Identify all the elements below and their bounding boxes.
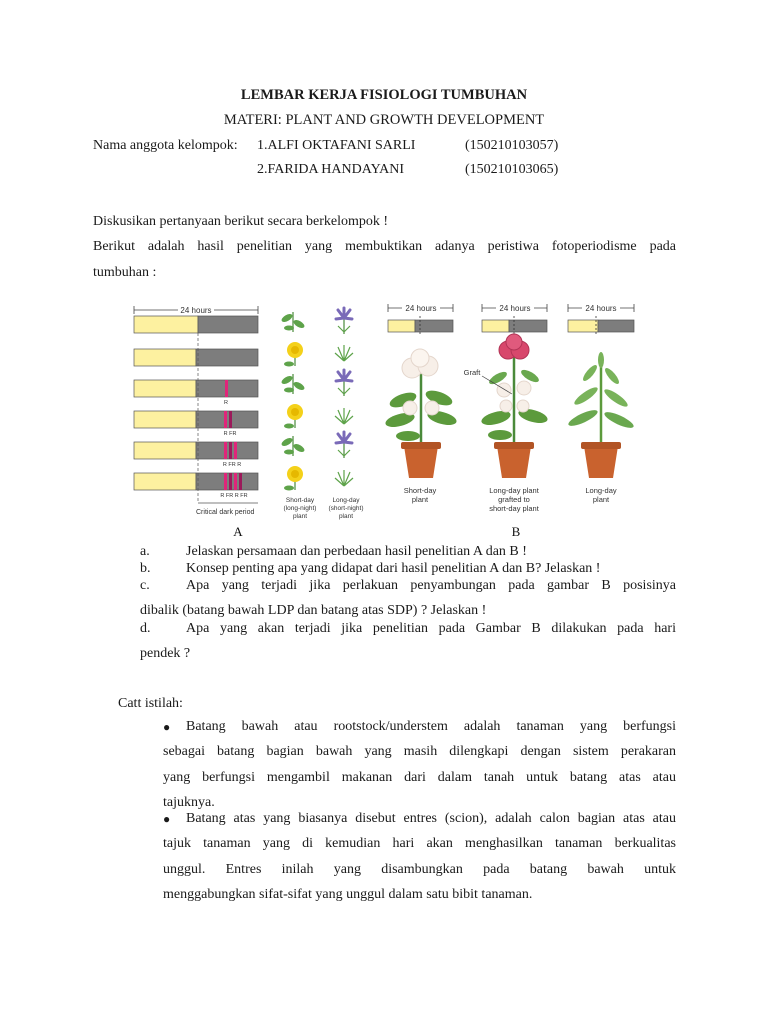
bullet-dot: ● (163, 812, 171, 826)
ldp-vegetative-3 (335, 470, 353, 486)
svg-text:grafted to: grafted to (498, 495, 530, 504)
question-b-text: Konsep penting apa yang didapat dari hasil penelitian A dan B? Jelaskan ! (186, 561, 601, 576)
sdp-vegetative-3 (280, 436, 305, 456)
svg-text:plant: plant (592, 495, 610, 504)
bar-row-1 (134, 316, 258, 333)
flash-label-3: R FR R (222, 462, 242, 468)
long-day-plants (328, 308, 363, 520)
photoperiodism-figure (128, 298, 650, 540)
question-a-text: Jelaskan persamaan dan perbedaan hasil penelitian A dan B ! (186, 544, 527, 559)
svg-text:24 hours: 24 hours (499, 304, 531, 313)
svg-text:plant: plant (338, 513, 354, 520)
sdp-vegetative-1 (280, 312, 305, 332)
flash-label-1: R (224, 400, 228, 406)
bar-row-4 (134, 411, 258, 437)
members-label: Nama anggota kelompok: (93, 138, 238, 153)
svg-text:24 hours: 24 hours (585, 304, 617, 313)
svg-text:Long-day plant: Long-day plant (489, 486, 539, 495)
sdp-flower-2 (284, 404, 303, 429)
svg-text:Short-day: Short-day (285, 497, 315, 504)
svg-text:24 hours: 24 hours (405, 304, 437, 313)
bar-row-3 (134, 380, 258, 406)
member-2-name: 2.FARIDA HANDAYANI (257, 162, 405, 177)
question-b-letter: b. (140, 561, 151, 576)
member-1-id: (150210103057) (465, 138, 559, 153)
intro-paragraph-line1: Berikut adalah hasil penelitian yang membuktikan adanya peristiwa fotoperiodisme pada (93, 239, 676, 254)
subject-title: MATERI: PLANT AND GROWTH DEVELOPMENT (223, 112, 545, 128)
svg-text:Long-day: Long-day (585, 486, 617, 495)
sdp-vegetative-2 (280, 374, 305, 394)
svg-text:plant: plant (292, 513, 308, 520)
svg-text:Short-day: Short-day (403, 486, 437, 495)
graft-label: Graft (463, 368, 481, 377)
sdp-flower-3 (284, 466, 303, 491)
figure-caption-a: A (233, 524, 243, 539)
sdp-flower-1 (284, 342, 303, 367)
ldp-flower-2 (336, 370, 352, 396)
figure-caption-b: B (511, 524, 521, 539)
member-2-id: (150210103065) (465, 162, 559, 177)
member-1-name: 1.ALFI OKTAFANI SARLI (257, 138, 416, 153)
figure-b (384, 302, 635, 513)
b-bar-1 (388, 302, 453, 336)
b-bar-3 (568, 302, 634, 336)
svg-text:Long-day: Long-day (332, 497, 360, 504)
ldp-vegetative-2 (335, 408, 353, 424)
intro-paragraph-line2: tumbuhan : (93, 265, 157, 280)
ldp-flower-1 (336, 308, 352, 334)
ldp-vegetative-1 (335, 345, 353, 361)
critical-dark-label: Critical dark period (196, 509, 255, 516)
question-d-continuation: pendek ? (140, 646, 191, 661)
b-plant-short-day (384, 349, 458, 504)
flash-label-4: R FR R FR (220, 493, 248, 499)
svg-text:plant: plant (411, 495, 429, 504)
notes-heading: Catt istilah: (118, 696, 183, 711)
instruction-text: Diskusikan pertanyaan berikut secara berkelompok ! (93, 214, 389, 229)
hours-label-a: 24 hours (180, 306, 212, 315)
question-d-text: Apa yang akan terjadi jika penelitian pada Gambar B dilakukan pada hari (186, 621, 676, 636)
short-day-plants (280, 312, 316, 520)
b-bar-2 (482, 302, 547, 336)
hours-bracket-a (134, 304, 258, 315)
svg-text:short-day plant: short-day plant (489, 504, 539, 513)
question-a-letter: a. (140, 544, 150, 559)
svg-text:(long-night): (long-night) (283, 505, 317, 512)
question-c-text: Apa yang terjadi jika perlakuan penyambungan pada gambar B posisinya (186, 578, 676, 593)
page-title: LEMBAR KERJA FISIOLOGI TUMBUHAN (240, 87, 528, 103)
svg-text:(short-night): (short-night) (328, 505, 364, 512)
b-plant-grafted (464, 334, 549, 513)
figure-a (134, 304, 364, 520)
bar-row-6 (134, 473, 258, 499)
bar-row-5 (134, 442, 258, 468)
question-d-letter: d. (140, 621, 151, 636)
b-plant-long-day (567, 352, 636, 504)
flash-label-2: R FR (223, 431, 237, 437)
ldp-flower-3 (336, 432, 352, 458)
bullet-dot: ● (163, 720, 171, 734)
question-c-letter: c. (140, 578, 150, 593)
question-c-continuation: dibalik (batang bawah LDP dan batang atas SDP) ? Jelaskan ! (140, 603, 487, 618)
bar-row-2 (134, 349, 258, 366)
